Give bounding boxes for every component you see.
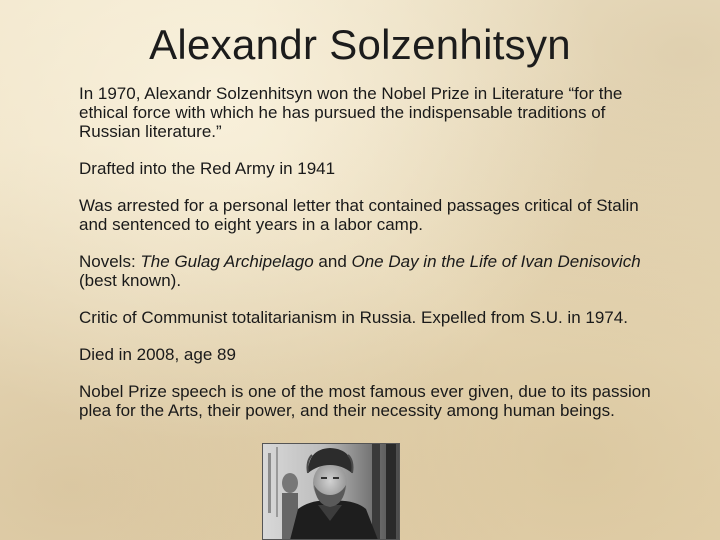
bullet-speech: Nobel Prize speech is one of the most famous ever given, due to its passion plea for the Arts, their power, and their necessity among human beings. bbox=[79, 382, 651, 420]
bullet-list bbox=[79, 84, 669, 438]
bullet-arrested: Was arrested for a personal letter that contained passages critical of Stalin and sentenced to eight years in a labor camp. bbox=[79, 196, 639, 234]
portrait-photo bbox=[262, 443, 400, 540]
novels-suffix: (best known). bbox=[79, 271, 182, 290]
bullet-drafted: Drafted into the Red Army in 1941 bbox=[79, 159, 336, 178]
novel-title-one-day: One Day in the Life of Ivan Denisovich bbox=[351, 252, 641, 271]
novel-title-gulag: The Gulag Archipelago bbox=[140, 252, 314, 271]
bullet-nobel-prize: In 1970, Alexandr Solzenhitsyn won the Nobel Prize in Literature “for the ethical force with which he has pursued the indispensable traditions of Russian literature.” bbox=[79, 84, 623, 141]
novels-prefix: Novels: bbox=[79, 252, 141, 271]
bullet-critic: Critic of Communist totalitarianism in Russia. Expelled from S.U. in 1974. bbox=[79, 308, 628, 327]
novels-mid: and bbox=[313, 252, 352, 271]
bullet-novels bbox=[79, 252, 669, 290]
bullet-died: Died in 2008, age 89 bbox=[79, 345, 236, 364]
slide-title: Alexandr Solzenhitsyn bbox=[149, 21, 571, 68]
